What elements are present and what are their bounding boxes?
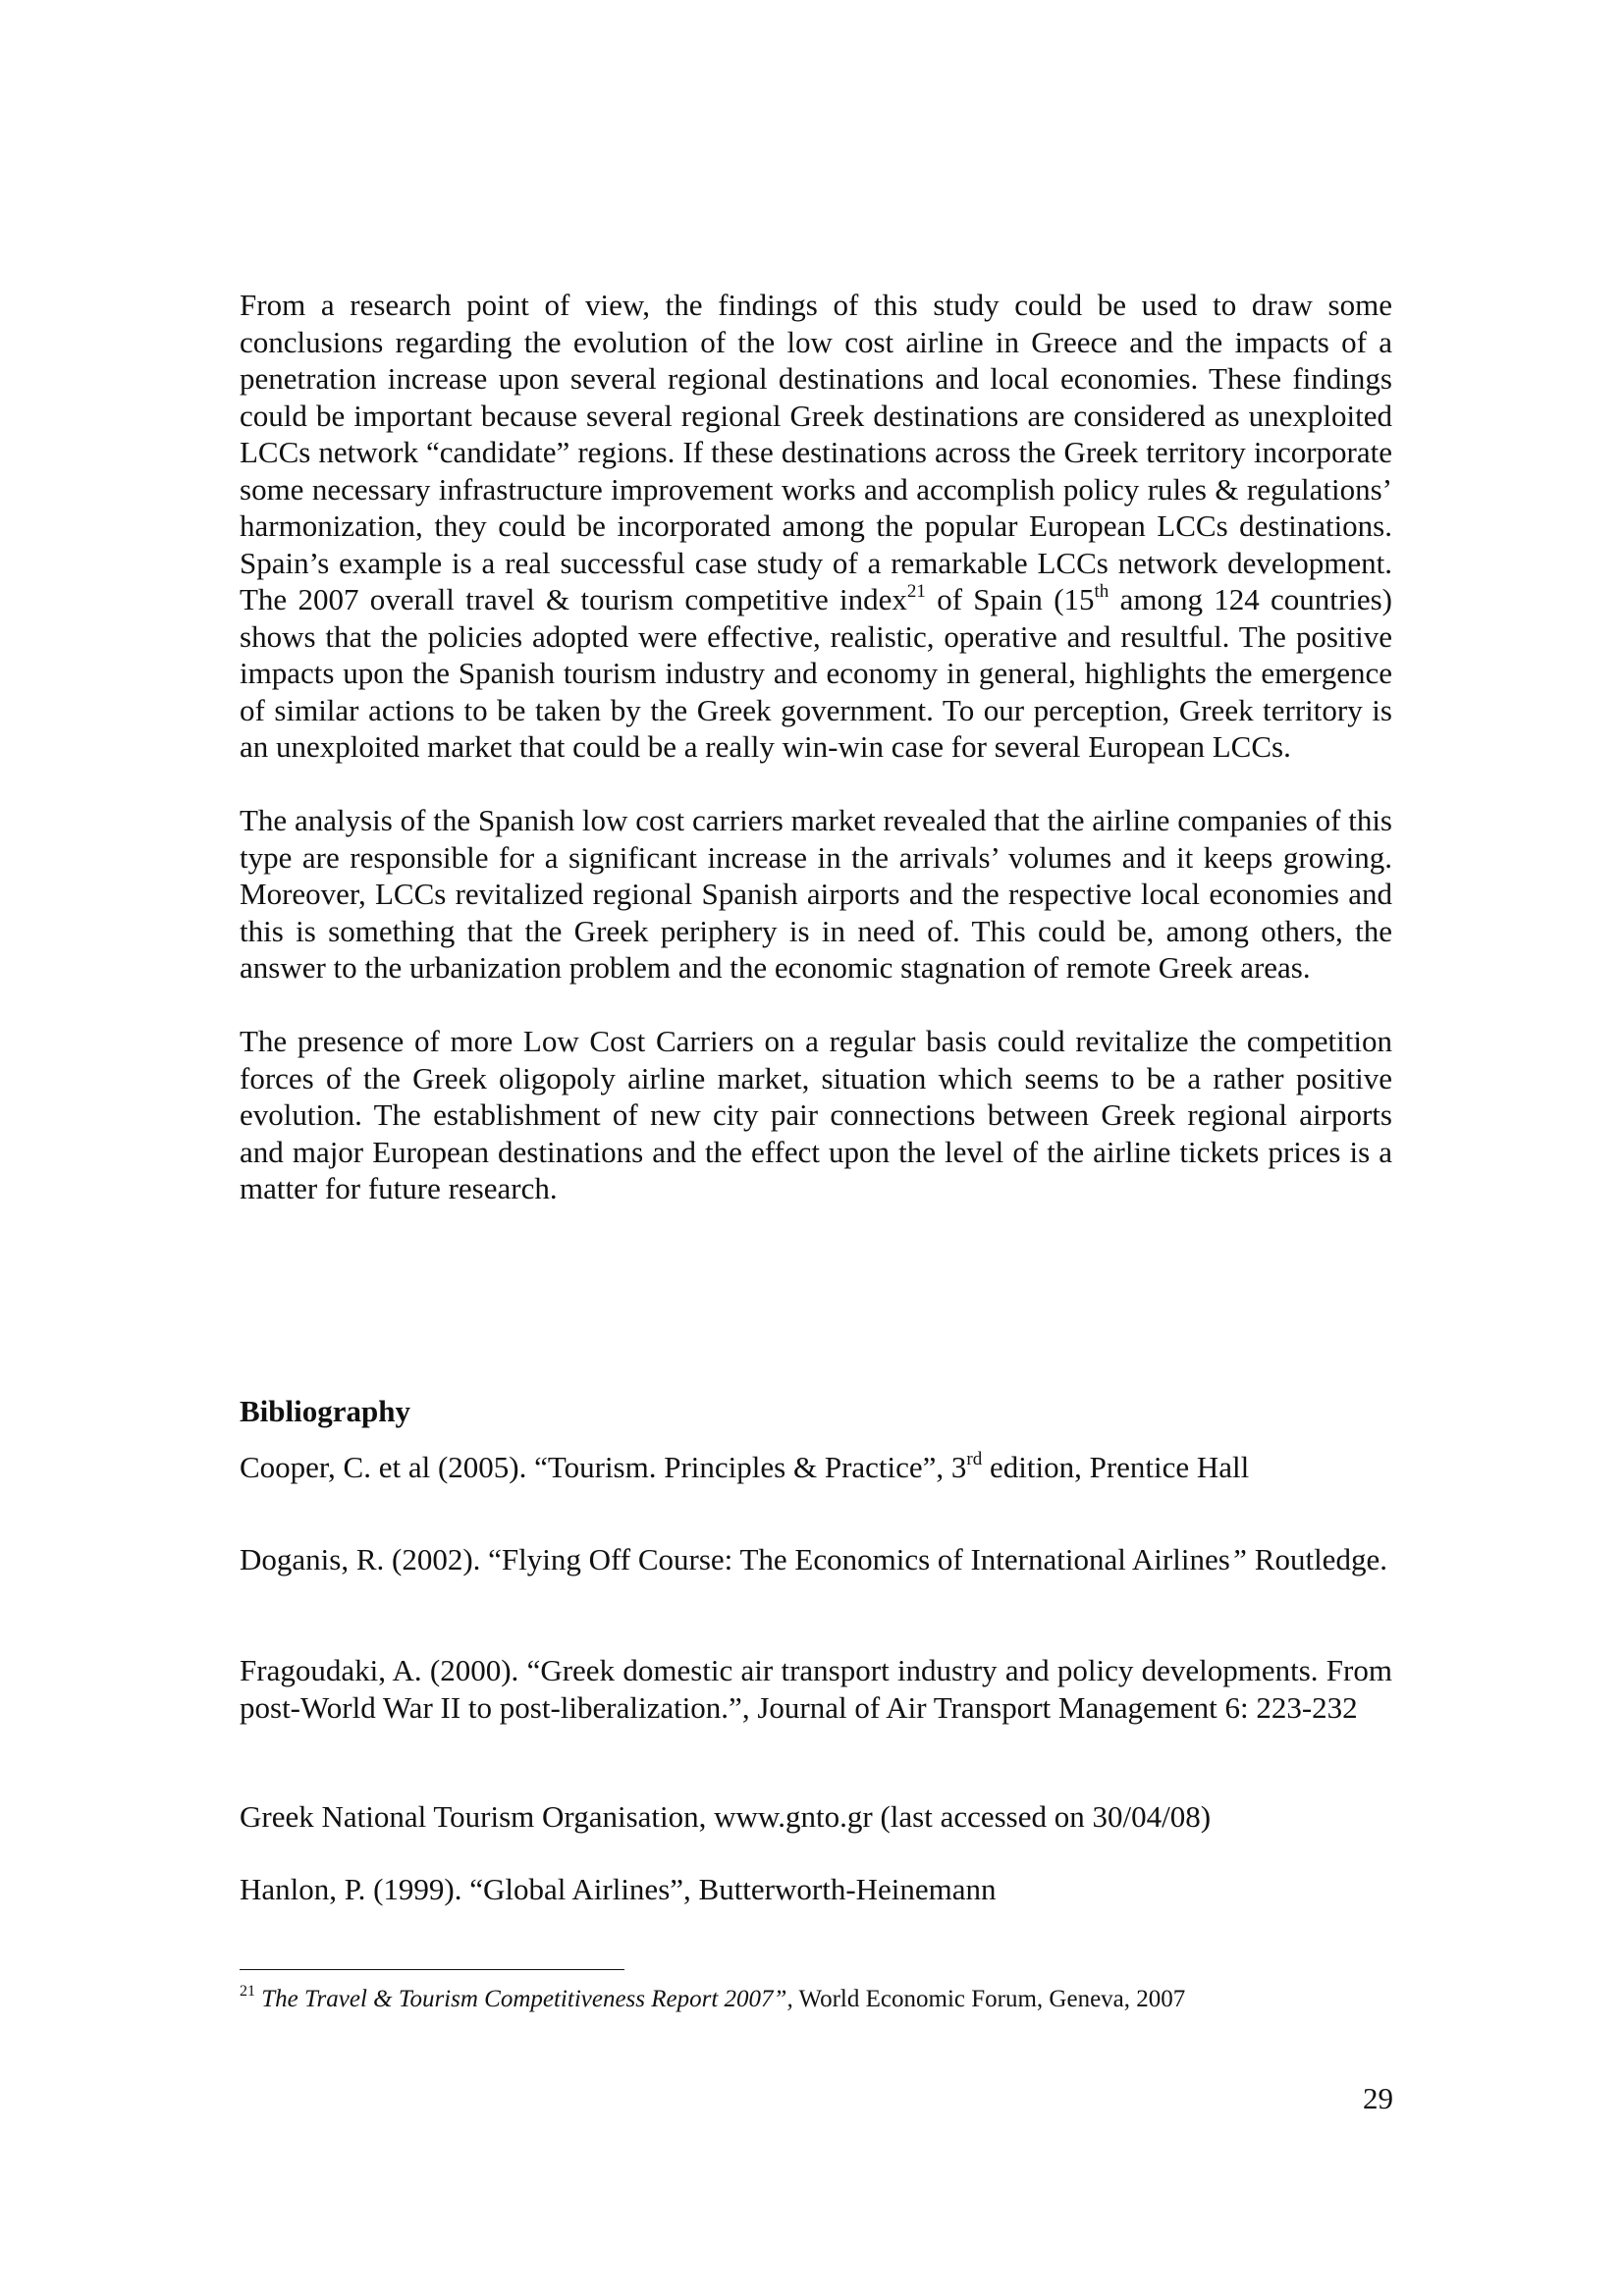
paragraph-1 — [240, 287, 1392, 766]
bibliography-heading: Bibliography — [240, 1394, 410, 1428]
ordinal-suffix: th — [1094, 580, 1109, 602]
bibliography-entry-hanlon: Hanlon, P. (1999). “Global Airlines”, Butterworth-Heinemann — [240, 1872, 997, 1906]
bibliography-entry-doganis — [240, 1541, 1392, 1578]
footnote-number: 21 — [240, 1982, 255, 2000]
paragraph-1-text-a: From a research point of view, the findings of this study could be used to draw some conclusions regarding the evolution of the low cost airline in Greece and the impacts of a penetration increase upon several regional destinations and local economies. These findings could be important because several regional Greek destinations are considered as unexploited LCCs network “candidate” regions. If these destinations across the Greek territory incorporate some necessary infrastructure improvement works and accomplish policy rules & regulations’ harmonization, they could be incorporated among the popular European LCCs destinations. Spain’s example is a real successful case study of a remarkable LCCs network development. The 2007 overall travel & tourism competitive index — [240, 288, 1392, 616]
cooper-text-b: edition, Prentice Hall — [982, 1450, 1250, 1484]
footnote-reference: 21 — [906, 580, 926, 602]
paragraph-2: The analysis of the Spanish low cost carriers market revealed that the airline companies of this type are responsible for a significant increase in the arrivals’ volumes and it keeps growing. Moreover, LCCs revitalized regional Spanish airports and the respective local economies and this is something that the Greek periphery is in need of. This could be, among others, the answer to the urbanization problem and the economic stagnation of remote Greek areas. — [240, 803, 1392, 985]
cooper-text-a: Cooper, C. et al (2005). “Tourism. Principles & Practice”, 3 — [240, 1450, 967, 1484]
body-text — [240, 287, 1392, 1207]
footnote-title: The Travel & Tourism Competitiveness Report 2007”, — [255, 1986, 793, 2012]
footnote — [240, 1982, 1186, 2014]
doganis-closing-quote: ” — [1229, 1542, 1248, 1576]
footnote-source: World Economic Forum, Geneva, 2007 — [792, 1986, 1186, 2012]
paragraph-3: The presence of more Low Cost Carriers on a regular basis could revitalize the competition forces of the Greek oligopoly airline market, situation which seems to be a rather positive evolution. The establishment of new city pair connections between Greek regional airports and major European destinations and the effect upon the level of the airline tickets prices is a matter for future research. — [240, 1024, 1392, 1205]
page-number: 29 — [1363, 2081, 1393, 2115]
doganis-text-b: Routledge. — [1247, 1542, 1387, 1576]
doganis-text-a: Doganis, R. (2002). “Flying Off Course: The Economics of International Airlines — [240, 1542, 1230, 1576]
footnote-separator — [240, 1969, 624, 1970]
bibliography-entry-cooper — [240, 1449, 1392, 1486]
ordinal-suffix: rd — [966, 1448, 983, 1469]
paragraph-1-text-b: of Spain (15 — [925, 582, 1095, 616]
bibliography-entry-gnto: Greek National Tourism Organisation, www.gnto.gr (last accessed on 30/04/08) — [240, 1799, 1212, 1834]
bibliography-entry-fragoudaki: Fragoudaki, A. (2000). “Greek domestic air transport industry and policy developments. From post-World War II to post-liberalization.”, Journal of Air Transport Management 6: 223-232 — [240, 1653, 1392, 1725]
paragraph-1-text-c: among 124 countries) shows that the policies adopted were effective, realistic, operative and resultful. The positive impacts upon the Spanish tourism industry and economy in general, highlights the emergence of similar actions to be taken by the Greek government. To our perception, Greek territory is an unexploited market that could be a really win-win case for several European LCCs. — [240, 582, 1393, 764]
